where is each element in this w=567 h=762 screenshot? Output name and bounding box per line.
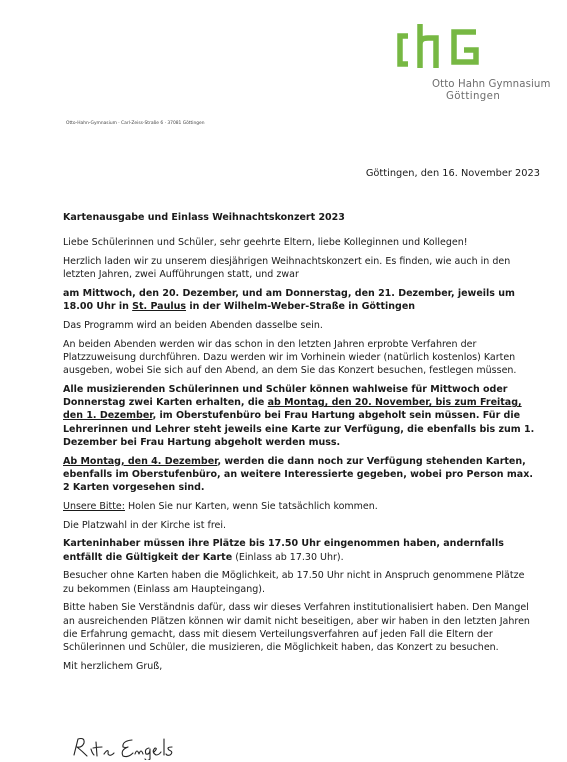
logo-letter-g: [454, 32, 476, 62]
logo-letter-h: [420, 24, 436, 68]
remaining-tickets-date: Ab Montag, den 4. Dezember: [63, 455, 218, 467]
procedure-paragraph: An beiden Abenden werden wir das schon in den letzten Jahren erprobte Verfahren der Platzzuweisung durchführen. Dazu werden wir im Vorhinein wieder (natürlich kostenlos) Karten ausgeben, wobei Sie sich auf den Abend, an dem Sie das Konzert besuchen, festlegen müssen.: [63, 338, 517, 377]
letter-subject: Kartenausgabe und Einlass Weihnachtskonzert 2023: [63, 212, 345, 223]
closing-paragraph: Bitte haben Sie Verständnis dafür, dass wir dieses Verfahren institutionalisiert haben. Den Mangel an ausreichenden Plätzen können wir damit nicht beseitigen, aber wir haben in den letzten Jahren die Erfahrung gemacht, dass mit diesem Verteilungsverfahren auf jeden Fall die Eltern der Schülerinnen und Schüler, die musizieren, die Möglichkeit haben, das Konzert zu besuchen.: [63, 602, 530, 654]
deadline-entry-note: (Einlass ab 17.30 Uhr).: [232, 551, 344, 563]
intro-paragraph: Herzlich laden wir zu unserem diesjährigen Weihnachtskonzert ein. Es finden, wie auch in den letzten Jahren, zwei Aufführungen statt, und zwar: [63, 256, 511, 281]
sender-address-line: Otto-Hahn-Gymnasium · Carl-Zeiss-Straße 6 · 37081 Göttingen: [66, 121, 205, 126]
school-name: Otto Hahn Gymnasium: [432, 79, 551, 90]
concert-dates-paragraph: [63, 287, 536, 313]
musicians-text-cont: , im Oberstufenbüro bei Frau Hartung abgeholt sein müssen. Für die Lehrerinnen und Lehrer steht jeweils eine Karte zur Verfügung, die ebenfalls bis zum 1. Dezember bei Frau Hartung abgeholt werden muss.: [63, 410, 535, 448]
salutation: Liebe Schülerinnen und Schüler, sehr geehrte Eltern, liebe Kolleginnen und Kollegen!: [63, 237, 468, 249]
remaining-tickets-paragraph: [63, 455, 536, 495]
letter-body: [63, 211, 536, 679]
concert-address-text: in der Wilhelm-Weber-Straße in Göttingen: [186, 301, 416, 313]
school-city: Göttingen: [446, 91, 501, 102]
visitors-paragraph: Besucher ohne Karten haben die Möglichkeit, ab 17.50 Uhr nicht in Anspruch genommene Plätze zu bekommen (Einlass am Haupteingang).: [63, 570, 525, 595]
program-paragraph: Das Programm wird an beiden Abenden dasselbe sein.: [63, 320, 323, 331]
request-label: Unsere Bitte:: [63, 500, 125, 512]
request-text: Holen Sie nur Karten, wenn Sie tatsächlich kommen.: [124, 500, 378, 512]
remaining-tickets-text: , werden die dann noch zur Verfügung stehenden Karten, ebenfalls im Oberstufenbüro, an weitere Interessierte gegeben, wobei pro Person max. 2 Karten vorgesehen sind.: [63, 455, 533, 494]
greeting: Mit herzlichem Gruß,: [63, 660, 163, 672]
letter-date: Göttingen, den 16. November 2023: [365, 168, 540, 179]
deadline-bold-text: Karteninhaber müssen ihre Plätze bis 17.50 Uhr eingenommen haben, andernfalls entfällt die Gültigkeit der Karte: [63, 538, 504, 563]
handwritten-signature: [70, 734, 185, 760]
logo-letter-o: [400, 36, 408, 64]
concert-dates-text: am Mittwoch, den 20. Dezember, und am Donnerstag, den 21. Dezember, jeweils um 18.00 Uhr in: [63, 288, 515, 313]
request-paragraph: [63, 500, 536, 513]
pickup-period: ab Montag, den 20. November, bis zum Freitag, den 1. Dezember: [63, 397, 522, 422]
ohg-logo-mark: [396, 20, 488, 76]
deadline-paragraph: [63, 537, 536, 563]
school-logo: [396, 20, 561, 104]
concert-location: St. Paulus: [132, 301, 187, 313]
seating-paragraph: Die Platzwahl in der Kirche ist frei.: [63, 519, 227, 531]
musicians-text: Alle musizierenden Schülerinnen und Schüler können wahlweise für Mittwoch oder Donnerstag zwei Karten erhalten, die: [63, 384, 508, 409]
musicians-paragraph: [63, 383, 536, 449]
